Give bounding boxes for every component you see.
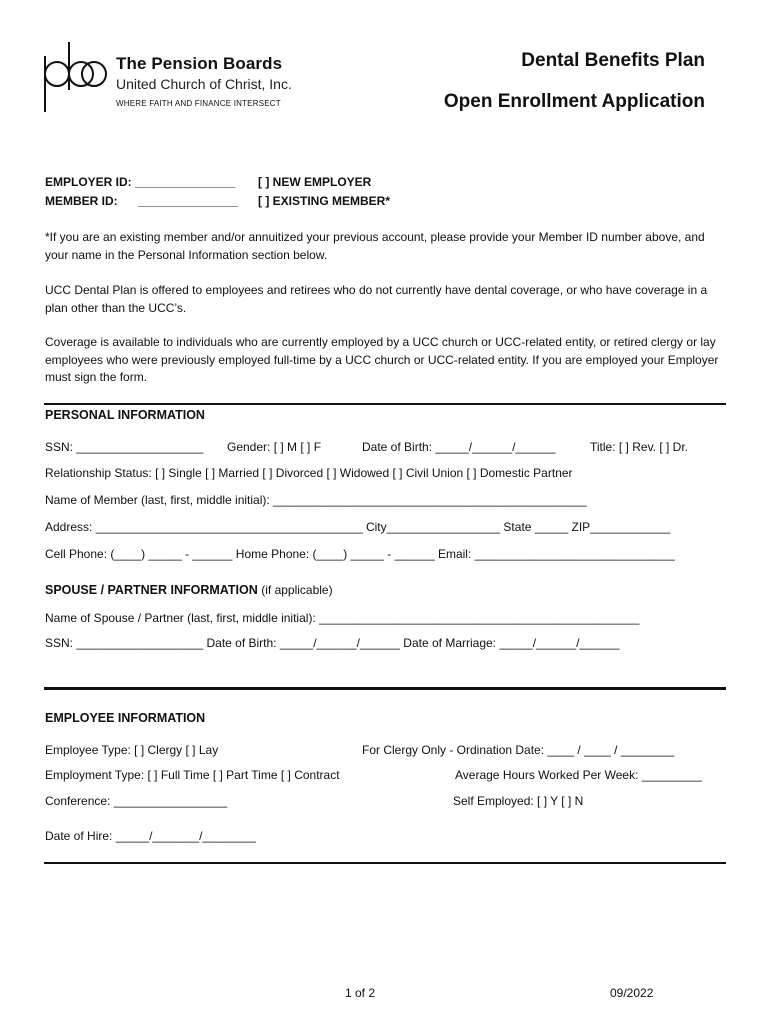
spouse-name-field[interactable]: Name of Spouse / Partner (last, first, middle initial): ________________________________________________	[45, 611, 640, 625]
member-id-field[interactable]: _______________	[138, 194, 239, 208]
section-divider-bottom	[44, 862, 726, 864]
conference-field[interactable]: Conference: _________________	[45, 794, 228, 808]
section-divider-thick	[44, 687, 726, 690]
logo	[42, 40, 292, 116]
section-divider	[44, 403, 726, 405]
logo-name: The Pension Boards	[116, 54, 283, 73]
relationship-status-checkboxes[interactable]: Relationship Status: [ ] Single [ ] Married [ ] Divorced [ ] Widowed [ ] Civil Union [ ] Domestic Partner	[45, 466, 573, 480]
date-of-hire-field[interactable]: Date of Hire: _____/_______/________	[45, 829, 256, 843]
existing-member-checkbox[interactable]: [ ] EXISTING MEMBER*	[258, 194, 391, 208]
employment-type-checkboxes[interactable]: Employment Type: [ ] Full Time [ ] Part Time [ ] Contract	[45, 768, 340, 782]
ordination-date-field[interactable]: For Clergy Only - Ordination Date: ____ / ____ / ________	[362, 743, 675, 757]
address-field[interactable]: Address: ________________________________________ City_________________ State _____ ZIP____________	[45, 520, 671, 534]
member-id-label: MEMBER ID:	[45, 194, 118, 208]
plan-offer-paragraph: UCC Dental Plan is offered to employees and retirees who do not currently have dental coverage, or who have coverage in a plan other than the UCC’s.	[45, 283, 708, 315]
phone-email-fields[interactable]: Cell Phone: (____) _____ - ______ Home Phone: (____) _____ - ______ Email: ______________________________	[45, 547, 675, 561]
ssn-field[interactable]: SSN: ___________________	[45, 440, 204, 454]
page-number: 1 of 2	[345, 986, 376, 1000]
average-hours-field[interactable]: Average Hours Worked Per Week: _________	[455, 768, 702, 782]
coverage-paragraph: Coverage is available to individuals who are currently employed by a UCC church or UCC-related entity, or retired clergy or lay employees who were previously employed full-time by a UCC church or UCC-related entity. If you are employed your Employer must sign the form.	[45, 335, 719, 384]
form-revision-date: 09/2022	[610, 986, 654, 1000]
existing-member-note: *If you are an existing member and/or annuitized your previous account, please provide your Member ID number above, and your name in the Personal Information section below.	[45, 230, 705, 262]
self-employed-checkboxes[interactable]: Self Employed: [ ] Y [ ] N	[453, 794, 584, 808]
new-employer-checkbox[interactable]: [ ] NEW EMPLOYER	[258, 175, 372, 189]
date-of-birth-field[interactable]: Date of Birth: _____/______/______	[362, 440, 556, 454]
form-title-line2: Open Enrollment Application	[443, 91, 705, 112]
spouse-heading-text: SPOUSE / PARTNER INFORMATION	[45, 583, 258, 597]
gender-checkboxes[interactable]: Gender: [ ] M [ ] F	[227, 440, 322, 454]
member-name-field[interactable]: Name of Member (last, first, middle initial): _______________________________________________	[45, 493, 587, 507]
spouse-heading-note: (if applicable)	[261, 583, 333, 597]
pension-boards-logo-mark	[42, 40, 108, 116]
logo-tagline: WHERE FAITH AND FINANCE INTERSECT	[116, 99, 281, 108]
spouse-info-heading	[45, 583, 333, 597]
title-checkboxes[interactable]: Title: [ ] Rev. [ ] Dr.	[590, 440, 689, 454]
personal-info-heading: PERSONAL INFORMATION	[45, 408, 205, 422]
spouse-ssn-dob-marriage-fields[interactable]: SSN: ___________________ Date of Birth: _____/______/______ Date of Marriage: _____/______/______	[45, 636, 620, 650]
employee-info-heading: EMPLOYEE INFORMATION	[45, 711, 206, 725]
employer-id-field[interactable]: EMPLOYER ID: _______________	[45, 175, 236, 189]
employee-type-checkboxes[interactable]: Employee Type: [ ] Clergy [ ] Lay	[45, 743, 219, 757]
form-title-line1: Dental Benefits Plan	[521, 50, 705, 71]
logo-subtitle: United Church of Christ, Inc.	[116, 76, 292, 92]
